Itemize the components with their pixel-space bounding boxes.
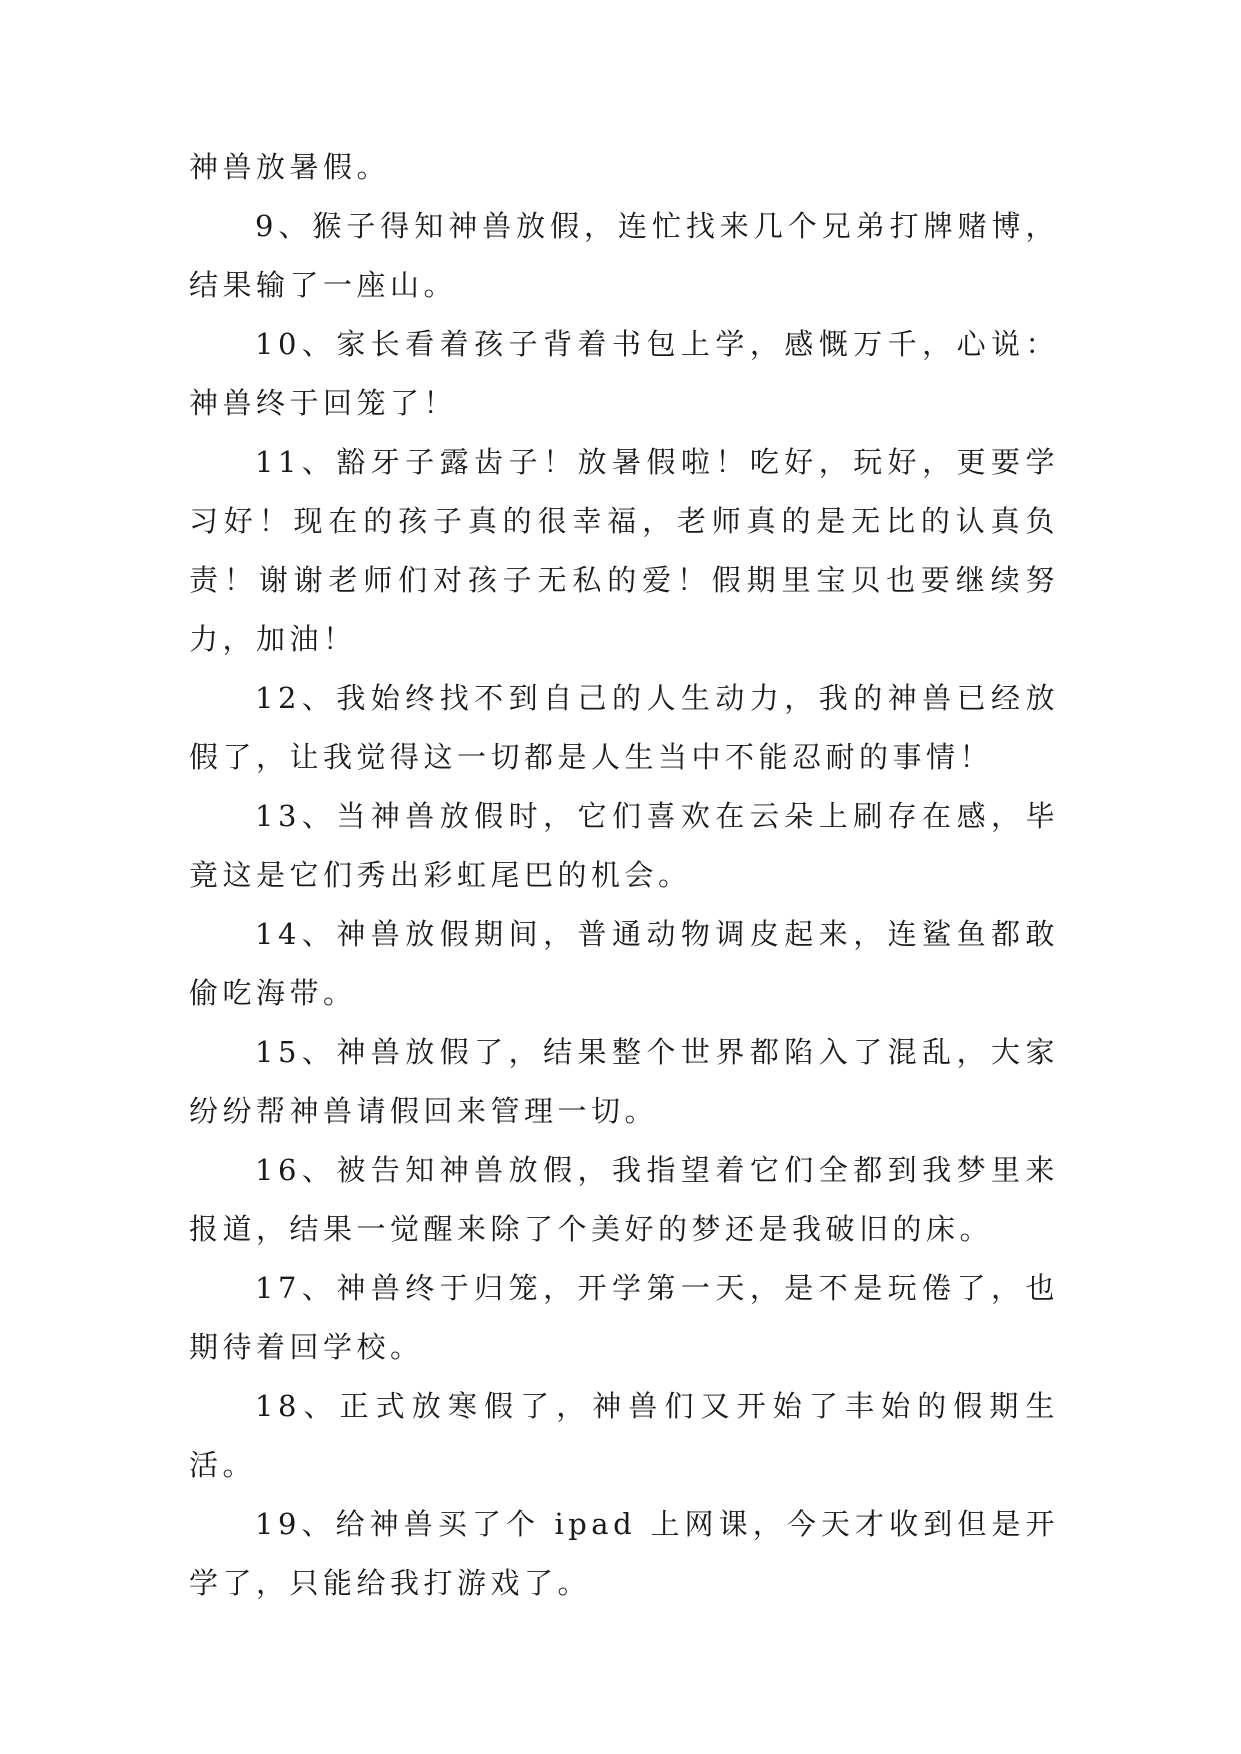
paragraph-continued: 神兽放暑假。 xyxy=(189,150,391,184)
paragraph-item-12: 12、我始终找不到自己的人生动力，我的神兽已经放假了，让我觉得这一切都是人生当中不能忍耐的事情！ xyxy=(189,681,1059,774)
paragraph-item-18: 18、正式放寒假了，神兽们又开始了丰始的假期生活。 xyxy=(189,1389,1059,1482)
document-page xyxy=(189,138,1059,1613)
paragraph-item-16: 16、被告知神兽放假，我指望着它们全都到我梦里来报道，结果一觉醒来除了个美好的梦还是我破旧的床。 xyxy=(189,1153,1059,1246)
paragraph-item-19: 19、给神兽买了个 ipad 上网课，今天才收到但是开学了，只能给我打游戏了。 xyxy=(189,1507,1059,1600)
paragraph-item-9: 9、猴子得知神兽放假，连忙找来几个兄弟打牌赌博，结果输了一座山。 xyxy=(189,209,1059,302)
paragraph-item-10: 10、家长看着孩子背着书包上学，感慨万千，心说：神兽终于回笼了！ xyxy=(189,327,1059,420)
paragraph-item-13: 13、当神兽放假时，它们喜欢在云朵上刷存在感，毕竟这是它们秀出彩虹尾巴的机会。 xyxy=(189,799,1059,892)
paragraph-item-17: 17、神兽终于归笼，开学第一天，是不是玩倦了，也期待着回学校。 xyxy=(189,1271,1059,1364)
paragraph-item-14: 14、神兽放假期间，普通动物调皮起来，连鲨鱼都敢偷吃海带。 xyxy=(189,917,1059,1010)
paragraph-item-11: 11、豁牙子露齿子！放暑假啦！吃好，玩好，更要学习好！现在的孩子真的很幸福，老师真的是无比的认真负责！谢谢老师们对孩子无私的爱！假期里宝贝也要继续努力，加油！ xyxy=(189,445,1059,656)
paragraph-item-15: 15、神兽放假了，结果整个世界都陷入了混乱，大家纷纷帮神兽请假回来管理一切。 xyxy=(189,1035,1059,1128)
